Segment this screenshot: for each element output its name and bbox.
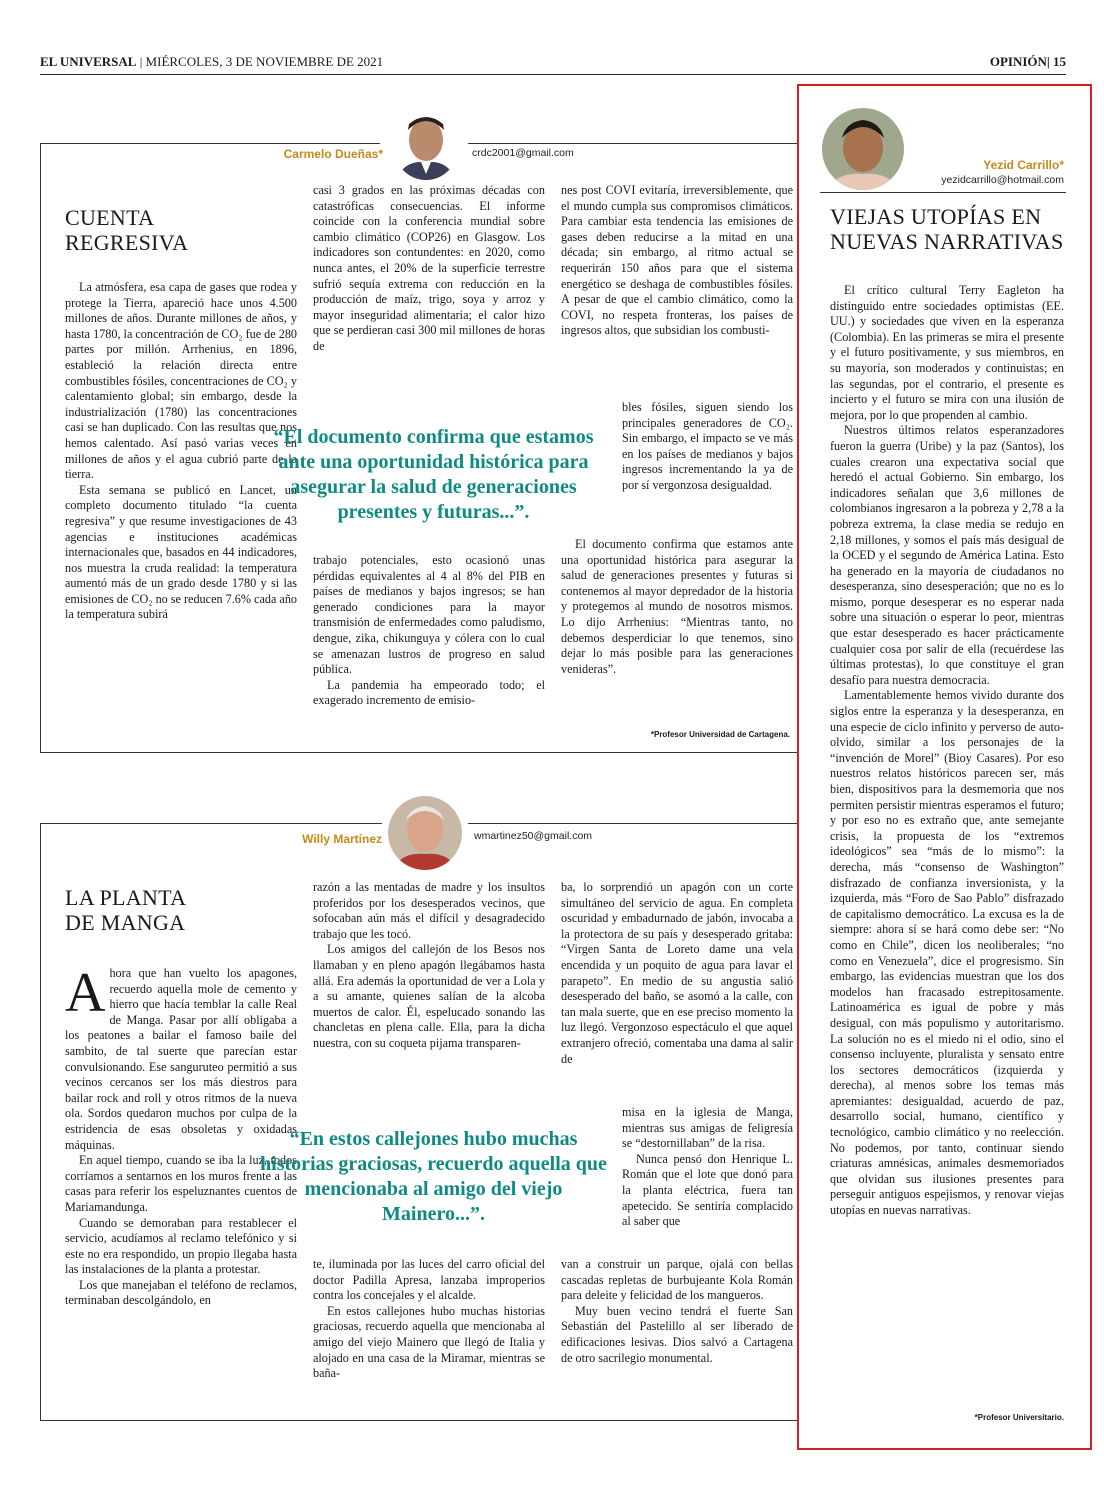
author-photo-carmelo (393, 110, 459, 180)
author-photo-yezid (822, 108, 904, 190)
author-email[interactable]: crdc2001@gmail.com (472, 147, 574, 159)
paragraph: El crítico cultural Terry Eagleton ha distinguido entre sociedades optimistas (EE. UU.) y sociedades que viven en la esperanza (Colombia). En las primeras se mira el presente y el futuro positivamente, y sus miembros, en su mayoría, son moderados y continuistas; en las segundas, por el contrario, el presente es incierto y el futuro se mira con una ilusión de mejora, por lo que propenden al cambio. (830, 283, 1064, 422)
pull-quote: “En estos callejones hubo muchas historias graciosas, recuerdo aquella que mencionaba al amigo del viejo Mainero...”. (260, 1128, 607, 1225)
article-column-2-top: casi 3 grados en las próximas décadas con catastróficas consecuencias. El informe coincide con la conferencia mundial sobre cambio climático (COP26) en Glasgow. Los indicadores son contundentes: en 2020, como nunca antes, el 20% de la superficie terrestre sufrió sequía extrema con reducción en la producción de maíz, trigo, soya y arroz y mayor inseguridad alimentaria; el calor hizo que se perdieran casi 300 mil millones de horas de (313, 183, 545, 353)
masthead (40, 54, 383, 70)
article-title: CUENTA REGRESIVA (65, 205, 189, 255)
paragraph: La atmósfera, esa capa de gases que rodea y protege la Tierra, apareció hace unos 4.500 millones de años. Durante millones de años, y hasta 1780, la concentración de CO₂ fue de 280 partes por millón. Arrhenius, en 1896, estableció la relación directa entre combustibles fósiles, concentraciones de CO₂ y calentamiento global; sin embargo, desde la industrialización (1780) las concentraciones casi se han duplicado. Con las resultas que nos hemos calentado. Así pasó varias veces en millones de años y el agua cubrió parte de la tierra. (65, 280, 298, 482)
page-header (40, 52, 1066, 75)
paragraph: Lamentablemente hemos vivido durante dos siglos entre la esperanza y la desesperanza, en una especie de ciclo infinito y perverso de auto-olvido, similar a los personajes de la “invención de Morel” (Bioy Casares). Por eso nuestros relatos históricos parecen ser, más bien, dispositivos para la desmemoria que nos permiten persistir mientras esperamos el futuro; y por eso no es extraño que, ante semejante crisis, la propuesta de los “extremos ideológicos” sea “más de lo mismo”: la derecha, más “consenso de Washington” disfrazado de confianza inversionista, y la izquierda, más “Foro de Sao Pablo” disfrazado de capitalismo democrático. La excusa es la de siempre: ahora sí se hará como debe ser: “No como en Chile”, dicen los neoliberales; “no como en Venezuela”, dice el progresismo. Sin embargo, las evidencias muestran que los dos modelos han fracasado estrepitosamente. Latinoamérica es igual de pobre y más desigual, con más populismo y autoritarismo. La solución no es el miedo ni el odio, sino el consenso incluyente, pluralista y sensato entre los sectores democráticos (izquierda y derecha), al menos sobre los temas más apremiantes: desigualdad, acuerdo de paz, desarrollo social, humano, científico y tecnológico, cambio climático y no reelección. No podemos, por tanto, continuar siendo criaturas amnésicas, animales desmemoriados que olvidan sus ilusiones presentes para perseguir antiguos espejismos, y renovar viejas utopías en nuevas narrativas. (830, 688, 1064, 1218)
paper-name: EL UNIVERSAL (40, 54, 137, 69)
article-column-2-top: razón a las mentadas de madre y los insultos proferidos por los desesperados vecinos, que sofocaban aún más el difícil y desagradecido trabajo que les tocó. Los amigos del callejón de los Besos nos llamaban y en pleno apagón llegábamos hasta allá. Era además la oportunidad de ver a Lola y a su amante, quienes salían de la alcoba muertos de calor. Él, espelucado sonando las chancletas en plena calle. Ella, para la dicha nuestra, con su coqueta pijama transparen- (313, 880, 545, 1050)
author-footnote: *Profesor Universidad de Cartagena. (650, 730, 790, 739)
article-column-3-bottom: El documento confirma que estamos ante una oportunidad histórica para asegurar la salud de generaciones presentes y futuras si contenemos al mayor depredador de la historia y protegemos al mundo de nosotros mismos. Lo dijo Arrhenius: “Mientras tanto, no debemos desperdiciar lo que tenemos, sino dejar lo más posible para las generaciones venideras”. (561, 537, 793, 676)
paragraph: Ahora que han vuelto los apagones, recuerdo aquella mole de cemento y hierro que hacía temblar la calle Real de Manga. Pasar por allí obligaba a los peatones a bailar el famoso baile del sambito, de tal suerte que parecían estar convulsionando. Ese sanguruteo permitió a sus vecinos cercanos ser los más diestros para bailar rock and roll y otros ritmos de la nueva ola. Sordos quedaron muchos por culpa de la estridencia de esas obsoletas y oxidadas máquinas. (65, 962, 297, 1152)
author-email[interactable]: yezidcarrillo@hotmail.com (941, 174, 1064, 186)
author-name: Willy Martínez (302, 832, 382, 846)
paragraph: Nuestros últimos relatos esperanzadores fueron la guerra (Uribe) y la paz (Santos), los cuales crearon una expectativa social que heredó el actual Gobierno. Sin embargo, los indicadores señalan que 3,6 millones de colombianos ingresaron a la pobreza y 2,78 a la pobreza extrema, la clase media se redujo en 2,18 millones, y somos el país más desigual de la OCED y el segundo de América Latina. Esto ha generado en la mayoría de ciudadanos no desesperanza, sino desesperación; que no es lo mismo, porque desesperar es no esperar nada sobre una situación o esperar lo peor, mientras que estar desesperado es hacer prácticamente cualquier cosa por salir de ella (recuérdese las últimas protestas), lo que constituye el gran desafío para nuestra democracia. (830, 423, 1064, 687)
author-photo-willy (388, 796, 462, 870)
article-title: VIEJAS UTOPÍAS EN NUEVAS NARRATIVAS (830, 204, 1064, 254)
section-page: OPINIÓN| 15 (989, 54, 1066, 69)
article-column-3-top: nes post COVI evitaría, irreversiblemente, que el mundo cumpla sus compromisos climáticos. Para cambiar esta tendencia las emisiones de gases deben reducirse a la mitad en una década; sin embargo, al ritmo actual se requerirán 150 años para que el sistema energético se deshaga de combustibles fósiles. A pesar de que el cambio climático, como la COVI, no respeta fronteras, los países de ingresos altos, que subsidian los combusti- (561, 183, 793, 338)
article-column-2-bottom: te, iluminada por las luces del carro oficial del doctor Padilla Apresa, lanzaba improperios contra los concejales y el alcalde. En estos callejones hubo muchas historias graciosas, recuerdo aquella que mencionaba al amigo del viejo Mainero que llegó de Italia y alojado en una casa de la Miramar, mientras se baña- (313, 1257, 545, 1381)
article-column-3-bottom: van a construir un parque, ojalá con bellas cascadas repletas de burbujeante Kola Román para deleite y felicidad de los mangueros. Muy buen vecino tendrá el fuerte San Sebastián del Pastelillo al ser liberado de edificaciones lesivas. Dios salvó a Cartagena de otro sacrilegio monumental. (561, 1257, 793, 1365)
author-email[interactable]: wmartinez50@gmail.com (474, 830, 593, 842)
author-name: Yezid Carrillo* (983, 158, 1064, 172)
article-title: LA PLANTA DE MANGA (65, 885, 187, 935)
article-column-1: Ahora que han vuelto los apagones, recuerdo aquella mole de cemento y hierro que hacía temblar la calle Real de Manga. Pasar por allí obligaba a los peatones a bailar el famoso baile del sambito, de tal suerte que parecían estar convulsionando. Ese sanguruteo permitió a sus vecinos cercanos ser los más diestros para bailar rock and roll y otros ritmos de la nueva ola. Sordos quedaron muchos por culpa de la estridencia de esas obsoletas y oxidadas máquinas. En aquel tiempo, cuando se iba la luz, todos corríamos a sentarnos en los muros frente a las casas para referir los espeluznantes cuentos de Mariamandunga. Cuando se demoraban para restablecer el servicio, acudíamos al reclamo telefónico y si este no era respondido, un propio llegaba hasta las instalaciones de la planta a protestar. Los que manejaban el teléfono de reclamos, terminaban descolgándolo, en (65, 962, 297, 1308)
author-footnote: *Profesor Universitario. (974, 1413, 1064, 1422)
article-column-3-top: ba, lo sorprendió un apagón con un corte simultáneo del servicio de agua. En completa oscuridad y embadurnado de jabón, invocaba a la protectora de su país y desesperado gritaba: “Virgen Santa de Loreto dame una vela encendida y un poquito de agua para lavar el parapeto”. En medio de su angustia salió desesperado del baño, se asomó a la calle, con tan mala suerte, que en ese preciso momento la luz llegó. Vergonzoso espectáculo el que aquel extranjero ofreció, comentaba una dama al salir de (561, 880, 793, 1066)
drop-cap: A (65, 962, 106, 1024)
article-body (830, 283, 1064, 1219)
article-column-3-mid: misa en la iglesia de Manga, mientras sus amigas de feligresía se “destornillaban” de la risa. Nunca pensó don Henrique L. Román que el lote que donó para la planta eléctrica, fuera tan apetecido. Se sentiría complacido al saber que (622, 1105, 793, 1229)
issue-date: | MIÉRCOLES, 3 DE NOVIEMBRE DE 2021 (139, 54, 384, 69)
author-name: Carmelo Dueñas* (283, 147, 383, 161)
paragraph: Esta semana se publicó en Lancet, un completo documento titulado “la cuenta regresiva” y que resume investigaciones de 43 agencias e instituciones académicas internacionales que, basados en 44 indicadores, nos muestra la cruda realidad: la temperatura aumentó más de un grado desde 1780 y si las emisiones de CO₂ no se reducen 7.6% cada año la temperatura subirá (65, 482, 298, 622)
article-column-3-mid: bles fósiles, siguen siendo los principales generadores de CO₂. Sin embargo, el impacto se ve más en los países de medianos y bajos ingresos incrementando la ya de por sí vergonzosa desigualdad. (622, 400, 793, 492)
article-column-2-bottom: trabajo potenciales, esto ocasionó unas pérdidas equivalentes al 4 al 8% del PIB en países de medianos y bajos ingresos; se han generado condiciones para la mayor transmisión de enfermedades como paludismo, dengue, zika, chikunguya y cólera con lo cual se amenazan lustros de progreso en salud pública. La pandemia ha empeorado todo; el exagerado incremento de emisio- (313, 553, 545, 708)
pull-quote: “El documento confirma que estamos ante una oportunidad histórica para asegurar la salud de generaciones presentes y futuras...”. (273, 426, 594, 523)
